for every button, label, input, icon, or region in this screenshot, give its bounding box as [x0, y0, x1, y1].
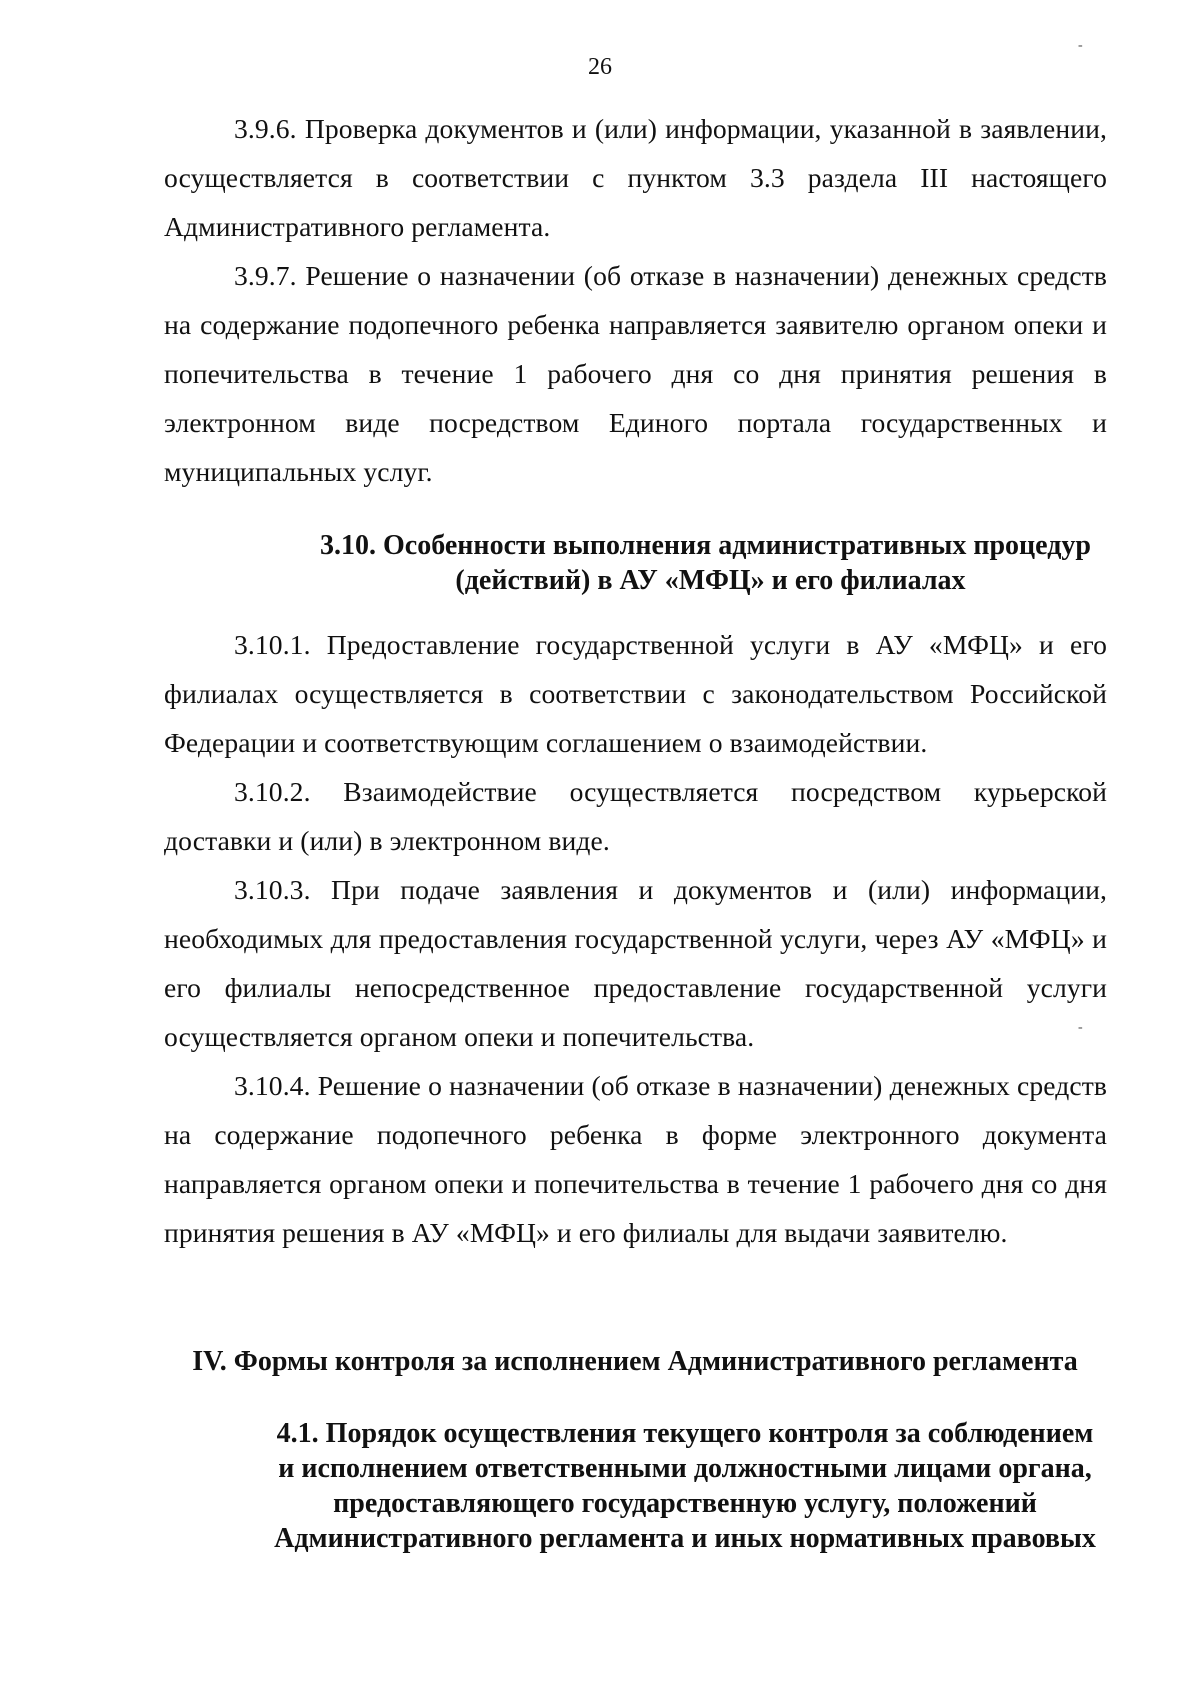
section-3-10-heading [164, 528, 1107, 598]
section-4-1-heading [150, 1416, 1120, 1556]
scan-mark: - [1078, 38, 1083, 53]
paragraph-3-9-6: 3.9.6. Проверка документов и (или) информации, указанной в заявлении, осуществляется в соответствии с пунктом 3.3 раздела III настоящего Административного регламента. [164, 113, 1107, 242]
heading-section-4: IV. Формы контроля за исполнением Административного регламента [192, 1346, 1078, 1377]
section-3-9 [164, 104, 1107, 496]
paragraph-3-10-4: 3.10.4. Решение о назначении (об отказе в назначении) денежных средств на содержание подопечного ребенка в форме электронного документа направляется органом опеки и попечительства в течение 1 рабочего дня со дня принятия решения в АУ «МФЦ» и его филиалы для выдачи заявителю. [164, 1070, 1107, 1248]
paragraph-3-10-1: 3.10.1. Предоставление государственной услуги в АУ «МФЦ» и его филиалах осуществляется в соответствии с законодательством Российской Федерации и соответствующим соглашением о взаимодействии. [164, 629, 1107, 758]
page-number: 26 [588, 54, 612, 80]
heading-4-1-line-4: Административного регламента и иных нормативных правовых [274, 1523, 1096, 1554]
heading-4-1-line-2: и исполнением ответственными должностными лицами органа, [278, 1453, 1092, 1484]
section-4-heading [150, 1344, 1120, 1379]
heading-3-10-line-2: (действий) в АУ «МФЦ» и его филиалах [455, 565, 966, 596]
heading-3-10-line-1: 3.10. Особенности выполнения административных процедур [320, 530, 1091, 561]
heading-4-1-line-1: 4.1. Порядок осуществления текущего контроля за соблюдением [276, 1418, 1094, 1449]
scan-mark: - [1078, 1020, 1083, 1035]
paragraph-3-10-3: 3.10.3. При подаче заявления и документов и (или) информации, необходимых для предоставления государственной услуги, через АУ «МФЦ» и его филиалы непосредственное предоставление государственной услуги осуществляется органом опеки и попечительства. [164, 874, 1107, 1052]
heading-4-1-line-3: предоставляющего государственную услугу, положений [333, 1488, 1037, 1519]
paragraph-3-9-7: 3.9.7. Решение о назначении (об отказе в назначении) денежных средств на содержание подопечного ребенка направляется заявителю органом опеки и попечительства в течение 1 рабочего дня со дня принятия решения в электронном виде посредством Единого портала государственных и муниципальных услуг. [164, 260, 1107, 487]
paragraph-3-10-2: 3.10.2. Взаимодействие осуществляется посредством курьерской доставки и (или) в электронном виде. [164, 776, 1107, 856]
section-3-10 [164, 620, 1107, 1257]
